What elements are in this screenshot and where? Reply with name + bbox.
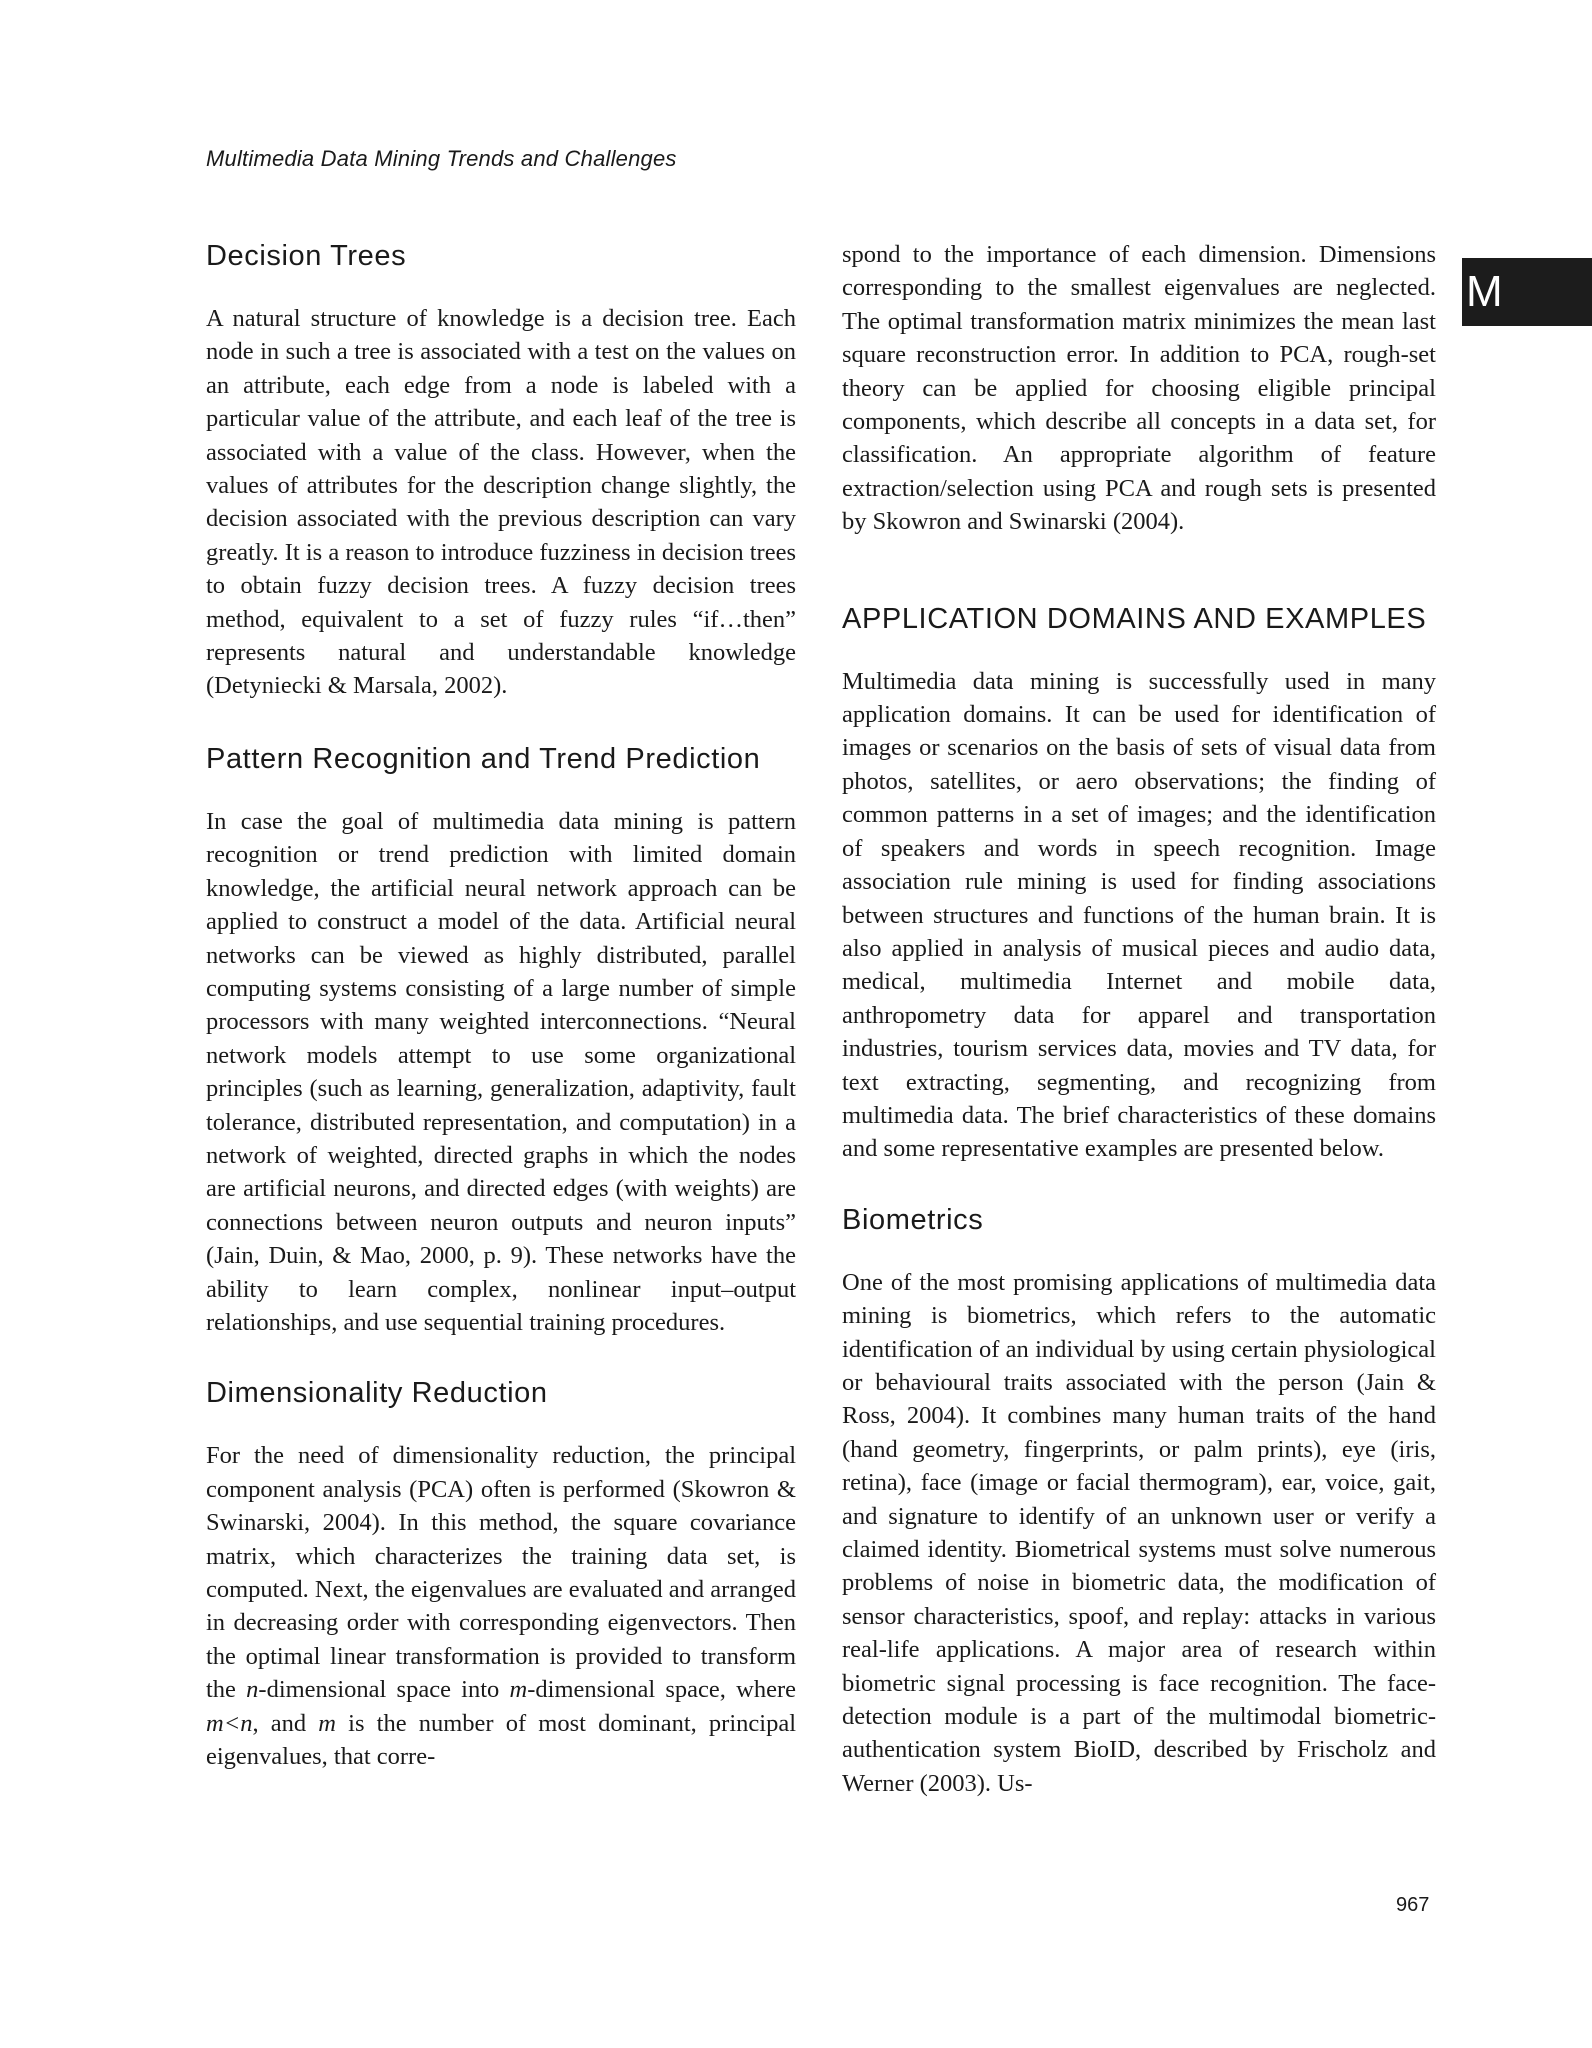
heading-decision-trees: Decision Trees [206, 240, 407, 272]
page-number: 967 [1396, 1894, 1430, 1916]
heading-application-domains: APPLICATION DOMAINS AND EXAMPLES [842, 602, 1427, 635]
text-segment: For the need of dimensionality reduction, the principal component analysis (PCA) often is performed (Skowron & Swinarski, 2004). In this method, the square covariance matrix, which characterizes the training data set, is computed. Next, the eigenvalues are evaluated and arranged in decreasing order with corresponding eigenvectors. Then the optimal linear transformation is provided to transform the [206, 1442, 796, 1704]
math-condition: m<n [206, 1709, 253, 1737]
text-segment: -dimensional space, where [527, 1676, 796, 1704]
right-column [842, 238, 1436, 1800]
paragraph-pca-continuation: spond to the importance of each dimension. Dimensions corresponding to the smallest eigenvalues are neglected. The optimal transformation matrix minimizes the mean last square reconstruction error. In addition to PCA, rough-set theory can be applied for choosing eligible principal components, which describe all concepts in a data set, for classification. An appropriate algorithm of feature extraction/selection using PCA and rough sets is presented by Skowron and Swinarski (2004). [842, 241, 1436, 536]
math-variable-m: m [509, 1676, 528, 1704]
section-thumb-tab: M [1462, 258, 1592, 326]
text-segment: is the number of most dominant, principal eigenvalues, that corre- [206, 1709, 796, 1771]
text-segment: , and [252, 1709, 319, 1737]
paragraph-pattern-recognition: In case the goal of multimedia data mining is pattern recognition or trend prediction with limited domain knowledge, the artificial neural network approach can be applied to construct a model of the data. Artificial neural networks can be viewed as highly distributed, parallel computing systems consisting of a large number of simple processors with many weighted interconnections. “Neural network models attempt to use some organizational principles (such as learning, generalization, adaptivity, fault tolerance, distributed representation, and computation) in a network of weighted, directed graphs in which the nodes are artificial neurons, and directed edges (with weights) are connections between neuron outputs and neuron inputs” (Jain, Duin, & Mao, 2000, p. 9). These networks have the ability to learn complex, nonlinear input–output relationships, and use sequential training procedures. [206, 807, 796, 1336]
heading-dimensionality-reduction: Dimensionality Reduction [206, 1377, 548, 1410]
paragraph-dimensionality-reduction [206, 1439, 796, 1773]
paragraph-biometrics: One of the most promising applications of multimedia data mining is biometrics, which refers to the automatic identification of an individual by using certain physiological or behavioural traits associated with the person (Jain & Ross, 2004). It combines many human traits of the hand (hand geometry, fingerprints, or palm prints), eye (iris, retina), face (image or facial thermogram), ear, voice, gait, and signature to identify of an unknown user or verify a claimed identity. Biometrical systems must solve numerous problems of noise in biometric data, the modification of sensor characteristics, spoof, and replay: attacks in various real-life applications. A major area of research within biometric signal processing is face recognition. The face-detection module is a part of the multimodal biometric-authentication system BioID, described by Frischolz and Werner (2003). Us- [842, 1268, 1436, 1797]
text-segment: -dimensional space into [258, 1676, 510, 1704]
heading-biometrics: Biometrics [842, 1203, 984, 1236]
heading-pattern-recognition: Pattern Recognition and Trend Prediction [206, 742, 761, 775]
left-column [206, 238, 796, 1773]
math-variable-m: m [318, 1709, 336, 1737]
paragraph-application-domains: Multimedia data mining is successfully used in many application domains. It can be used for identification of images or scenarios on the basis of sets of visual data from photos, satellites, or aero observations; the finding of common patterns in a set of images; and the identification of speakers and words in speech recognition. Image association rule mining is used for finding associations between structures and functions of the human brain. It is also applied in analysis of musical pieces and audio data, medical, multimedia Internet and mobile data, anthropometry data for apparel and transportation industries, tourism services data, movies and TV data, for text extracting, segmenting, and recognizing from multimedia data. The brief characteristics of these domains and some representative examples are presented below. [842, 667, 1436, 1163]
math-variable-n: n [246, 1676, 259, 1704]
running-head: Multimedia Data Mining Trends and Challenges [206, 146, 677, 171]
paragraph-decision-trees: A natural structure of knowledge is a decision tree. Each node in such a tree is associated with a test on the values on an attribute, each edge from a node is labeled with a particular value of the attribute, and each leaf of the tree is associated with a value of the class. However, when the values of attributes for the description change slightly, the decision associated with the previous description can vary greatly. It is a reason to introduce fuzziness in decision trees to obtain fuzzy decision trees. A fuzzy decision trees method, equivalent to a set of fuzzy rules “if…then” represents natural and understandable knowledge (Detyniecki & Marsala, 2002). [206, 305, 796, 700]
